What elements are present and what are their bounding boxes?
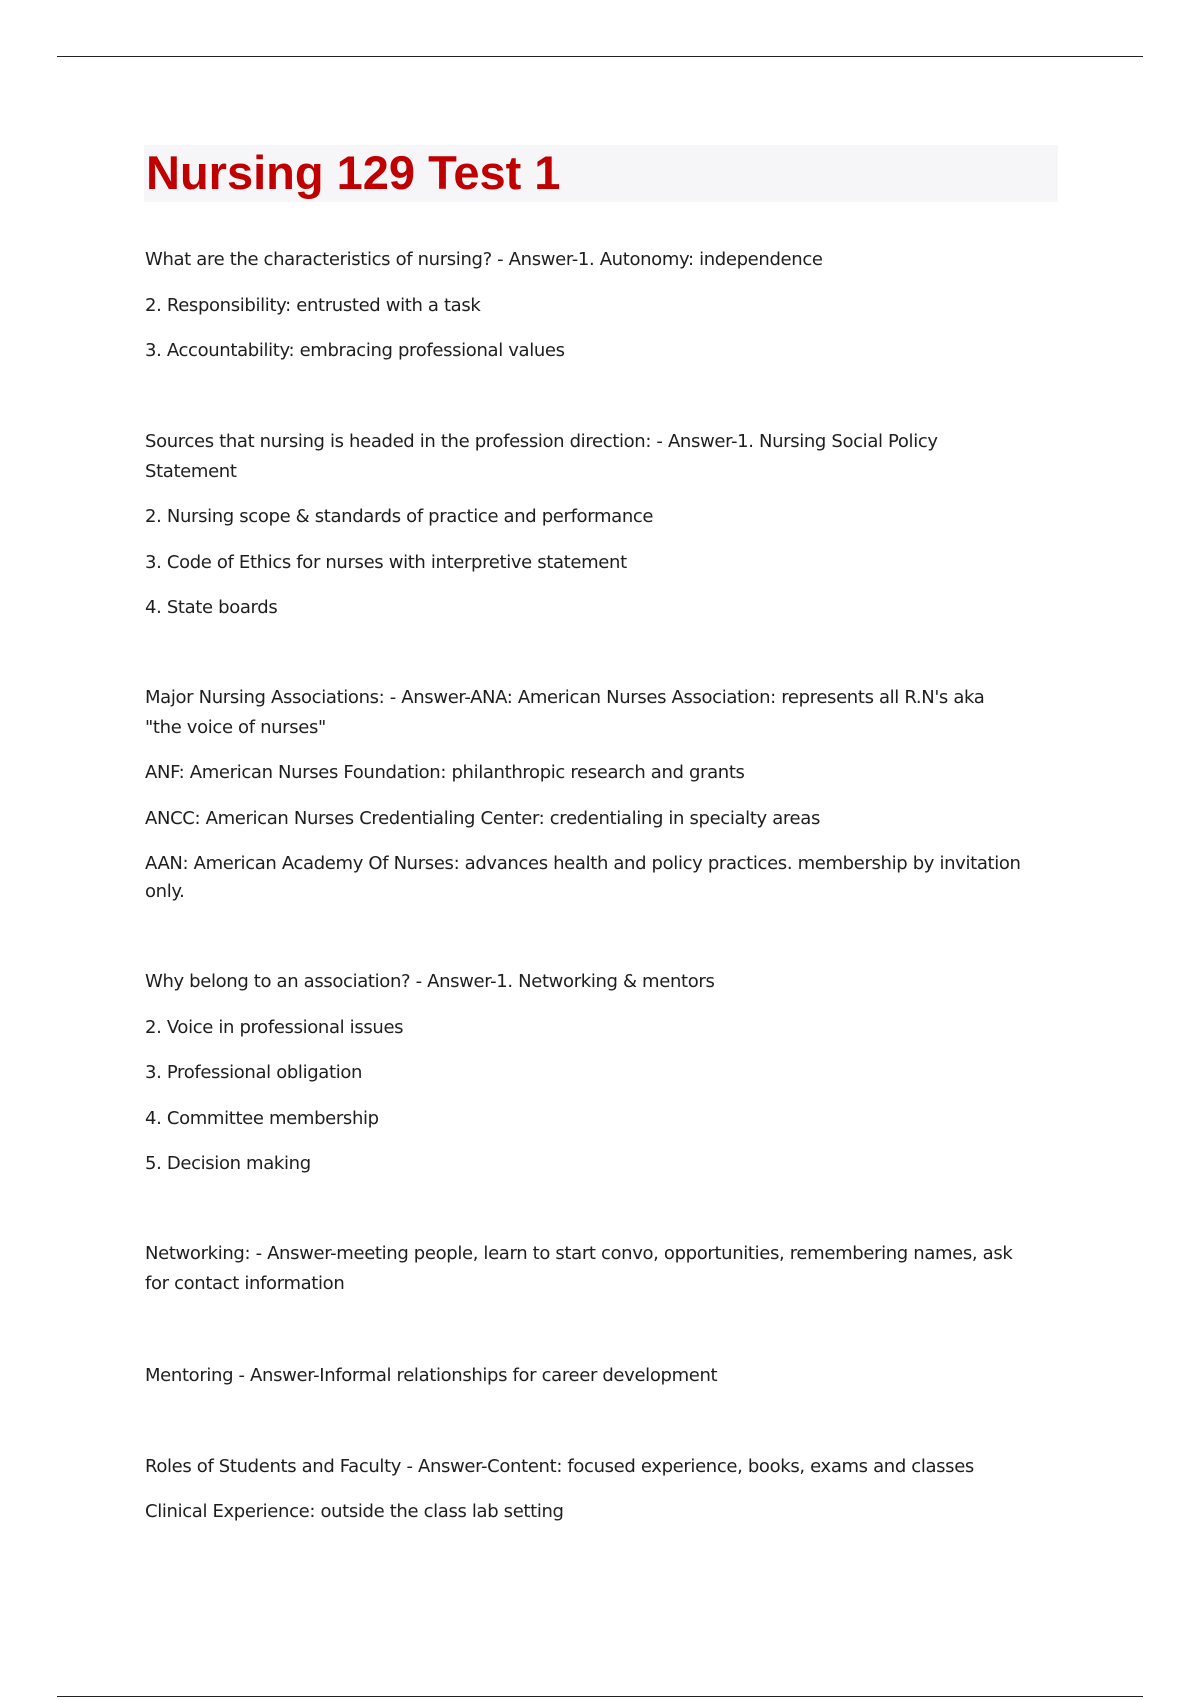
text-line: for contact information	[145, 1273, 345, 1294]
text-line: 3. Accountability: embracing professional values	[145, 340, 565, 361]
text-line: 5. Decision making	[145, 1153, 311, 1174]
text-line: Major Nursing Associations: - Answer-ANA: American Nurses Association: represents all R.N's aka	[145, 687, 985, 708]
text-line: 2. Voice in professional issues	[145, 1017, 404, 1038]
text-line: ANF: American Nurses Foundation: philanthropic research and grants	[145, 762, 745, 783]
text-line: What are the characteristics of nursing? - Answer-1. Autonomy: independence	[145, 249, 823, 270]
text-line: ANCC: American Nurses Credentialing Center: credentialing in specialty areas	[145, 808, 820, 829]
text-line: Mentoring - Answer-Informal relationships for career development	[145, 1365, 718, 1386]
text-line: 4. Committee membership	[145, 1108, 379, 1129]
text-line: Statement	[145, 461, 237, 482]
text-line: Why belong to an association? - Answer-1. Networking & mentors	[145, 971, 715, 992]
text-line: Roles of Students and Faculty - Answer-Content: focused experience, books, exams and classes	[145, 1456, 974, 1477]
text-line: 3. Professional obligation	[145, 1062, 363, 1083]
text-line: 3. Code of Ethics for nurses with interpretive statement	[145, 552, 627, 573]
page-top-rule	[57, 56, 1143, 57]
text-line: AAN: American Academy Of Nurses: advances health and policy practices. membership by invitation	[145, 853, 1021, 874]
text-line: Clinical Experience: outside the class lab setting	[145, 1501, 564, 1522]
page-bottom-rule	[57, 1696, 1143, 1697]
text-line: Sources that nursing is headed in the profession direction: - Answer-1. Nursing Social Policy	[145, 431, 938, 452]
text-line: Networking: - Answer-meeting people, learn to start convo, opportunities, remembering names, ask	[145, 1243, 1013, 1264]
text-line: 4. State boards	[145, 597, 278, 618]
text-line: 2. Responsibility: entrusted with a task	[145, 295, 481, 316]
page-title: Nursing 129 Test 1	[146, 146, 561, 199]
text-line: only.	[145, 881, 185, 902]
text-line: 2. Nursing scope & standards of practice and performance	[145, 506, 654, 527]
text-line: "the voice of nurses"	[145, 717, 326, 738]
